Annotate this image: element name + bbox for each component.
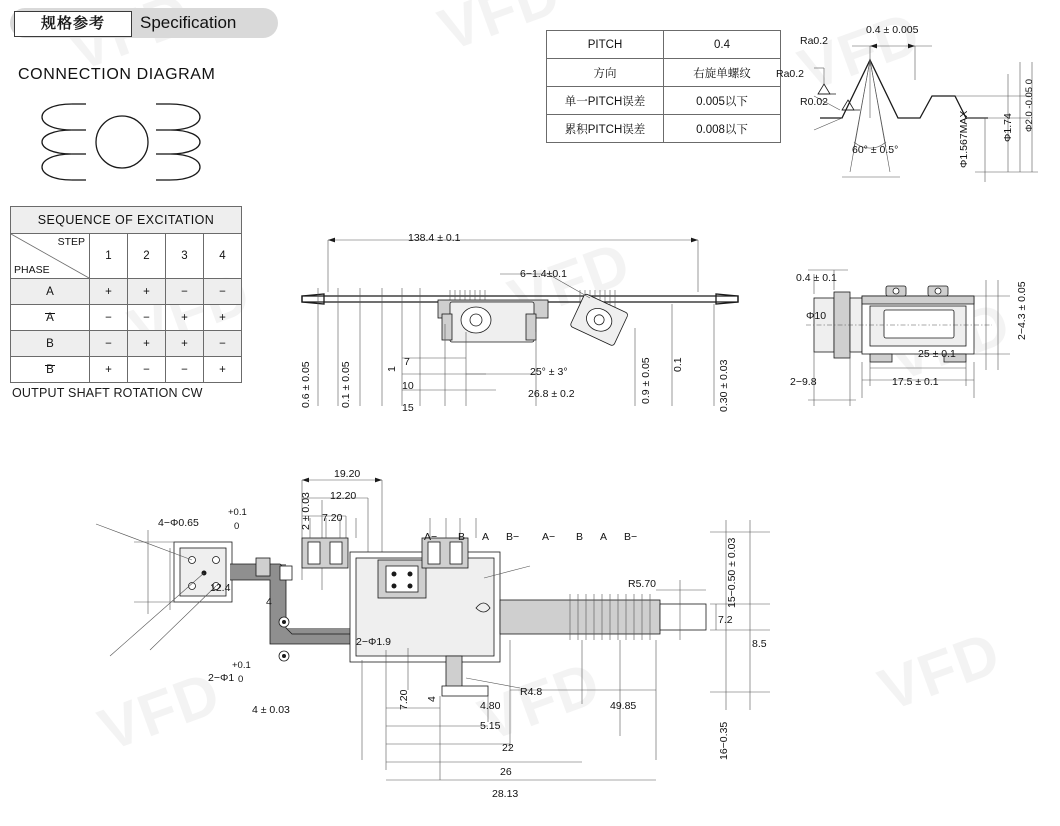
side-dim-01: 0.1 ± 0.05 — [340, 361, 352, 408]
side-dim-1: 1 — [386, 366, 398, 372]
excitation-step-header: 4 — [204, 234, 242, 279]
plan-dim-16-035: 16−0.35 — [718, 721, 730, 760]
plan-view-drawing — [150, 460, 950, 820]
side-dim-09: 0.9 ± 0.05 — [640, 357, 652, 404]
side-dim-overall: 138.4 ± 0.1 — [408, 232, 461, 244]
thread-dim-phi20: Φ2.0 -0.05 0 — [1024, 78, 1035, 132]
plan-dim-4: 4 — [266, 596, 272, 608]
excitation-cell: − — [166, 279, 204, 305]
connection-diagram-title: CONNECTION DIAGRAM — [18, 66, 216, 83]
plan-terminal-b-minus-1: B− — [506, 531, 520, 543]
excitation-step-header: 1 — [90, 234, 128, 279]
side-dim-268: 26.8 ± 0.2 — [528, 388, 575, 400]
excitation-cell: − — [204, 331, 242, 357]
excitation-cell: + — [128, 331, 166, 357]
plan-terminal-a-1: A — [482, 531, 490, 543]
plan-dim-1220: 12.20 — [330, 490, 357, 502]
end-view-drawing — [800, 240, 1040, 415]
excitation-step-header: 3 — [166, 234, 204, 279]
side-dim-030: 0.30 ± 0.03 — [718, 359, 730, 412]
side-dim-angle25: 25° ± 3° — [530, 366, 568, 378]
excitation-phase-label — [11, 331, 90, 357]
plan-dim-85: 8.5 — [752, 638, 767, 650]
excitation-cell: − — [128, 357, 166, 383]
corner-step-label: STEP — [57, 236, 85, 248]
thread-dim-phi174: Φ1.74 — [1002, 113, 1014, 142]
side-dim-15: 15 — [402, 402, 414, 414]
excitation-cell: + — [90, 279, 128, 305]
plan-tol-zero-a: 0 — [234, 521, 240, 532]
table-row — [547, 87, 781, 115]
plan-dim-4-phi065: 4−Φ0.65 — [158, 517, 199, 529]
plan-tol-plus01-b: +0.1 — [232, 660, 251, 671]
plan-terminal-a-2: A — [600, 531, 608, 543]
plan-dim-2-phi1: 2−Φ1 — [208, 672, 235, 684]
pitch-value: 0.005以下 — [664, 87, 781, 115]
phase-text: A — [46, 285, 54, 298]
pitch-key: 单一PITCH误差 — [547, 87, 664, 115]
excitation-phase-label — [11, 305, 90, 331]
thread-dim-r002: R0.02 — [800, 96, 829, 108]
plan-dim-1920: 19.20 — [334, 468, 361, 480]
pitch-key: PITCH — [547, 31, 664, 59]
plan-terminal-b-1: B — [458, 531, 466, 543]
output-shaft-rotation-note: OUTPUT SHAFT ROTATION CW — [12, 386, 203, 400]
thread-dim-angle: 60° ± 0.5° — [852, 144, 899, 156]
plan-tol-zero-b: 0 — [238, 674, 244, 685]
plan-dim-515: 5.15 — [480, 720, 501, 732]
plan-dim-124: 12.4 — [210, 582, 231, 594]
excitation-cell: − — [90, 305, 128, 331]
end-dim-04: 0.4 ± 0.1 — [796, 272, 837, 284]
thread-dim-pitch: 0.4 ± 0.005 — [866, 24, 919, 36]
excitation-cell: + — [166, 305, 204, 331]
table-row — [11, 305, 242, 331]
side-dim-7: 7 — [404, 356, 410, 368]
plan-dim-2-003: 2 ± 0.03 — [300, 492, 312, 530]
plan-dim-4-003: 4 ± 0.03 — [252, 704, 290, 716]
table-row — [11, 331, 242, 357]
excitation-cell: − — [204, 279, 242, 305]
plan-dim-22: 22 — [502, 742, 514, 754]
spec-label-en: Specification — [140, 13, 237, 32]
plan-terminal-a-minus-2: A− — [542, 531, 556, 543]
thread-dim-ra-bottom: Ra0.2 — [776, 68, 805, 80]
plan-dim-4985: 49.85 — [610, 700, 637, 712]
table-row — [11, 279, 242, 305]
plan-terminal-a-minus-1: A− — [424, 531, 438, 543]
plan-dim-2813: 28.13 — [492, 788, 519, 800]
plan-dim-4-v: 4 — [426, 696, 438, 702]
pitch-value: 0.4 — [664, 31, 781, 59]
table-row — [547, 31, 781, 59]
pitch-key: 累积PITCH误差 — [547, 115, 664, 143]
excitation-cell: + — [204, 305, 242, 331]
excitation-cell: − — [128, 305, 166, 331]
connection-coil-diagram — [14, 92, 229, 192]
table-row — [547, 59, 781, 87]
excitation-cell: + — [128, 279, 166, 305]
plan-dim-15-050: 15−0.50 ± 0.03 — [726, 537, 738, 608]
plan-dim-480: 4.80 — [480, 700, 501, 712]
plan-dim-r48: R4.8 — [520, 686, 543, 698]
end-dim-175: 17.5 ± 0.1 — [892, 376, 939, 388]
phase-text: A — [46, 311, 54, 324]
excitation-cell: + — [90, 357, 128, 383]
excitation-phase-label — [11, 279, 90, 305]
end-dim-25: 25 ± 0.1 — [918, 348, 956, 360]
excitation-cell: − — [166, 357, 204, 383]
phase-text: B — [46, 337, 54, 350]
plan-dim-72: 7.2 — [718, 614, 733, 626]
pitch-specification-table — [546, 30, 781, 143]
pitch-key: 方向 — [547, 59, 664, 87]
table-row — [11, 357, 242, 383]
plan-dim-720-v: 7.20 — [398, 689, 410, 710]
end-dim-298: 2−9.8 — [790, 376, 817, 388]
end-dim-243: 2−4.3 ± 0.05 — [1016, 281, 1028, 340]
corner-phase-label: PHASE — [14, 264, 50, 276]
excitation-corner-cell — [11, 234, 90, 279]
plan-dim-2-phi19: 2−Φ1.9 — [356, 636, 391, 648]
excitation-phase-label — [11, 357, 90, 383]
pitch-value: 0.008以下 — [664, 115, 781, 143]
excitation-table-title: SEQUENCE OF EXCITATION — [11, 207, 242, 234]
thread-profile-detail — [780, 22, 1055, 202]
excitation-cell: + — [166, 331, 204, 357]
spec-label-cn: 规格参考 — [14, 11, 132, 37]
plan-dim-r570: R5.70 — [628, 578, 657, 590]
plan-terminal-b-minus-2: B− — [624, 531, 638, 543]
side-dim-06: 0.6 ± 0.05 — [300, 361, 312, 408]
plan-tol-plus01-a: +0.1 — [228, 507, 247, 518]
phase-text: B — [46, 363, 54, 376]
sequence-of-excitation-table — [10, 206, 242, 383]
side-dim-01b: 0.1 — [672, 357, 684, 372]
side-view-drawing — [290, 228, 750, 418]
table-row — [547, 115, 781, 143]
side-dim-10: 10 — [402, 380, 414, 392]
excitation-cell: + — [204, 357, 242, 383]
plan-dim-720: 7.20 — [322, 512, 343, 524]
thread-dim-phi1567: Φ1.567MAX — [958, 110, 970, 168]
side-dim-6-14: 6−1.4±0.1 — [520, 268, 567, 280]
excitation-step-header: 2 — [128, 234, 166, 279]
excitation-cell: − — [90, 331, 128, 357]
pitch-value: 右旋单螺纹 — [664, 59, 781, 87]
plan-terminal-b-2: B — [576, 531, 584, 543]
end-dim-phi10: Φ10 — [806, 310, 827, 322]
plan-dim-26: 26 — [500, 766, 512, 778]
thread-dim-ra-top: Ra0.2 — [800, 35, 829, 47]
